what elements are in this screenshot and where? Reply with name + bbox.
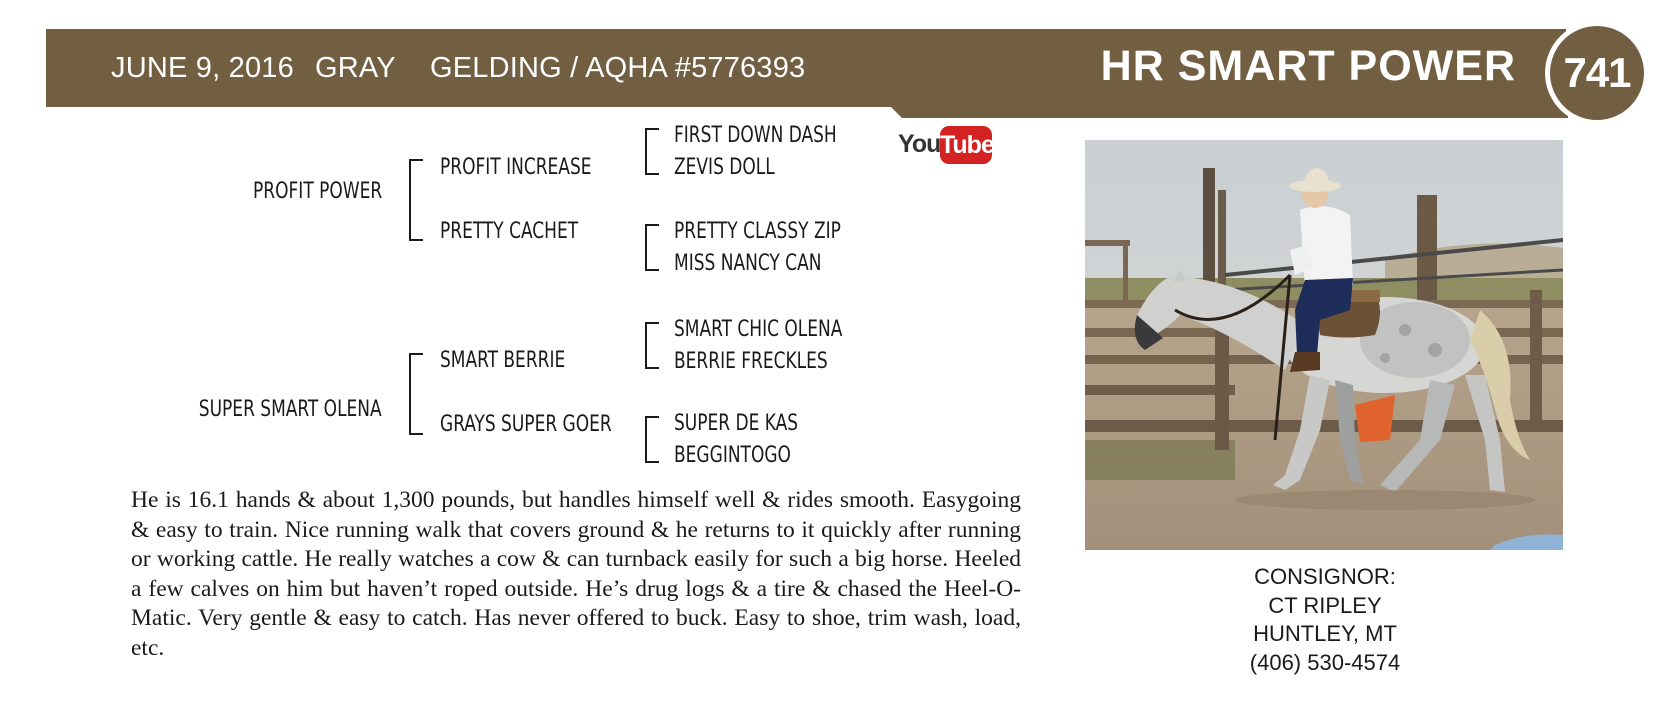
- consignor-phone[interactable]: (406) 530-4574: [1249, 649, 1401, 675]
- pedigree-dam-dam-dam: BEGGINTOGO: [674, 443, 791, 468]
- sire-dam-bracket: [645, 224, 659, 271]
- pedigree-dam-sire-dam: BERRIE FRECKLES: [674, 349, 828, 374]
- youtube-logo-tube: Tube: [940, 126, 992, 164]
- consignor-location: HUNTLEY, MT: [1253, 621, 1397, 646]
- dam-dam-bracket: [645, 416, 659, 463]
- pedigree-sire-sire: PROFIT INCREASE: [440, 155, 592, 180]
- sex-registry: GELDING / AQHA #5776393: [430, 52, 806, 84]
- pedigree-dam-sire-sire: SMART CHIC OLENA: [674, 317, 843, 342]
- pedigree-sire-dam-dam: MISS NANCY CAN: [674, 251, 822, 276]
- sire-bracket: [409, 159, 423, 241]
- horse-description: He is 16.1 hands & about 1,300 pounds, but handles himself well & rides smooth. Easygoing & easy to train. Nice running walk that covers ground & he returns to it quickly after running or working cattle. He really watches a cow & can turnback easily for such a big horse. Heeled a few calves on him but haven’t roped outside. He’s drug logs & a tire & chased the Heel-O-Matic. Very gentle & easy to catch. Has never offered to buck. Easy to shoe, trim wash, load, etc.: [131, 487, 1021, 661]
- youtube-logo-you: You: [898, 130, 941, 158]
- header-band-tab: [888, 104, 1568, 118]
- pedigree-sire-dam-sire: PRETTY CLASSY ZIP: [674, 219, 841, 244]
- lot-number: 741: [1563, 49, 1631, 96]
- dam-sire-bracket: [645, 322, 659, 369]
- youtube-link[interactable]: [898, 126, 994, 164]
- consignor-label: CONSIGNOR:: [1254, 564, 1396, 589]
- horse-color: GRAY: [315, 52, 396, 84]
- lot-badge: [1545, 21, 1649, 125]
- pedigree-dam-sire: SMART BERRIE: [440, 348, 566, 373]
- pedigree-sire: PROFIT POWER: [252, 179, 382, 204]
- horse-name: HR SMART POWER: [1100, 42, 1516, 90]
- consignor-name: CT RIPLEY: [1268, 592, 1382, 618]
- pedigree-dam-dam: GRAYS SUPER GOER: [440, 412, 612, 437]
- pedigree-sire-dam: PRETTY CACHET: [440, 219, 579, 244]
- sire-sire-bracket: [645, 128, 659, 175]
- pedigree-sire-sire-sire: FIRST DOWN DASH: [674, 123, 837, 148]
- horse-photo: [1085, 140, 1563, 550]
- pedigree-sire-sire-dam: ZEVIS DOLL: [674, 155, 775, 180]
- consignor-block: [1185, 563, 1465, 677]
- foaling-date: JUNE 9, 2016: [111, 52, 294, 84]
- dam-bracket: [409, 353, 423, 435]
- pedigree-dam: SUPER SMART OLENA: [199, 397, 382, 422]
- pedigree-dam-dam-sire: SUPER DE KAS: [674, 411, 799, 436]
